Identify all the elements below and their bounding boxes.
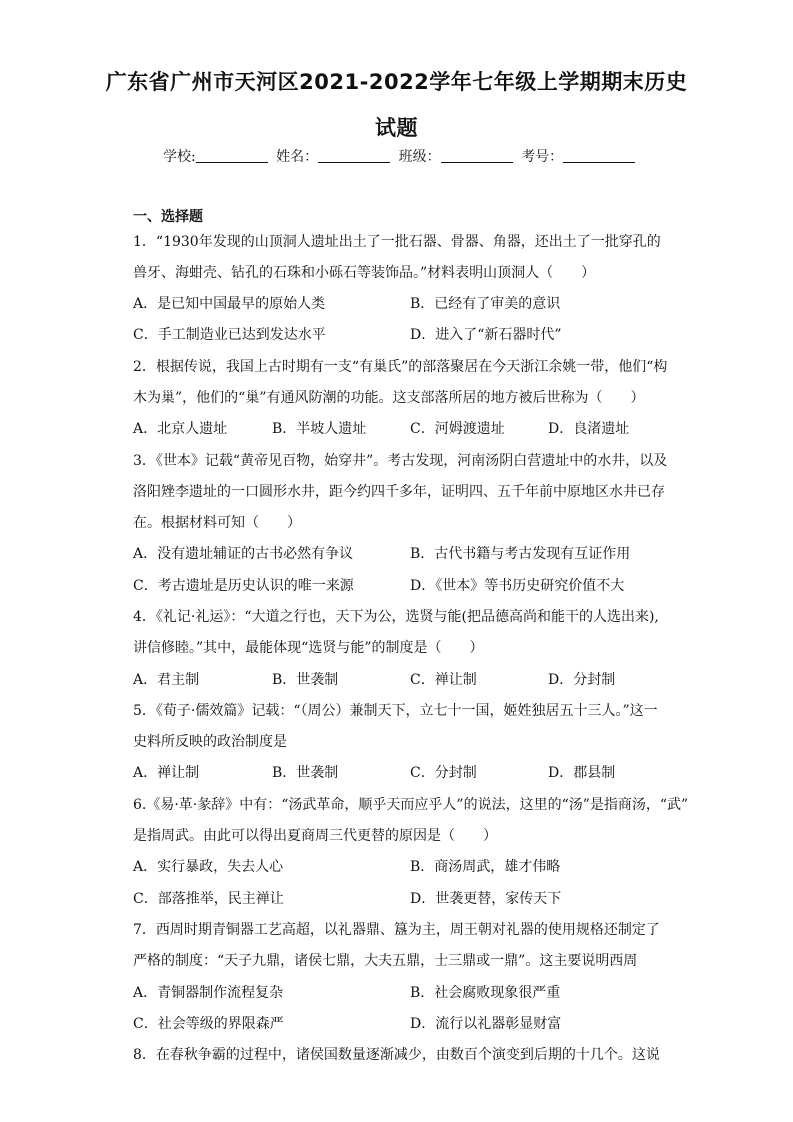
exam-number-blank <box>563 148 635 163</box>
question-7-option-b: B．社会腐败现象很严重 <box>410 985 561 1001</box>
school-label: 学校: <box>163 149 196 165</box>
question-7-option-c: C．社会等级的界限森严 <box>133 1016 284 1032</box>
question-5-option-a: A．禅让制 <box>133 765 200 781</box>
question-3-option-c: C．考古遗址是历史认识的唯一来源 <box>133 578 354 594</box>
question-5-line-1: 5．《荀子·儒效篇》记载：“（周公）兼制天下，立七十一国，姬姓独居五十三人。”这一 <box>133 703 658 719</box>
question-6-option-d: D．世袭更替，家传天下 <box>410 891 562 907</box>
question-6-line-1: 6.《易·革·彖辞》中有：“汤武革命，顺乎天而应乎人”的说法，这里的“汤”是指商汤，“武” <box>133 797 689 813</box>
question-5-line-2: 史料所反映的政治制度是 <box>133 734 287 750</box>
question-4-option-c: C．禅让制 <box>410 672 477 688</box>
question-6-option-a: A．实行暴政，失去人心 <box>133 859 284 875</box>
school-field <box>163 146 268 166</box>
question-1-option-a: A．是已知中国最早的原始人类 <box>133 296 326 312</box>
question-6-line-2: 是指周武。由此可以得出夏商周三代更替的原因是（ ） <box>133 828 497 844</box>
question-4-option-d: D．分封制 <box>548 672 616 688</box>
question-7-line-2: 严格的制度：“天子九鼎，诸侯七鼎，大夫五鼎，士三鼎或一鼎”。这主要说明西周 <box>133 953 638 969</box>
question-2-line-2: 木为巢”，他们的“巢”有通风防潮的功能。这支部落所居的地方被后世称为（ ） <box>133 390 645 406</box>
question-5-option-c: C．分封制 <box>410 765 477 781</box>
question-2-option-c: C．河姆渡遗址 <box>410 421 505 437</box>
question-8-line-1: 8．在春秋争霸的过程中，诸侯国数量逐渐减少，由数百个演变到后期的十几个。这说 <box>133 1047 660 1063</box>
class-field <box>399 146 513 166</box>
question-3-line-2: 洛阳矬李遗址的一口圆形水井，距今约四千多年，证明四、五千年前中原地区水井已存 <box>133 484 665 500</box>
question-3-line-3: 在。根据材料可知（ ） <box>133 515 301 531</box>
question-4-line-1: 4．《礼记·礼运》：“大道之行也，天下为公，选贤与能(把品德高尚和能干的人选出来), <box>133 609 659 625</box>
question-5-option-b: B．世袭制 <box>272 765 339 781</box>
question-6-option-b: B．商汤周武，雄才伟略 <box>410 859 561 875</box>
question-2-option-d: D．良渚遗址 <box>548 421 630 437</box>
question-2-option-b: B．半坡人遗址 <box>272 421 367 437</box>
question-7-option-d: D．流行以礼器彰显财富 <box>410 1016 562 1032</box>
name-field <box>276 146 390 166</box>
class-blank <box>441 148 513 163</box>
question-2-line-1: 2．根据传说，我国上古时期有一支“有巢氏”的部落聚居在今天浙江余姚一带，他们“构 <box>133 359 668 375</box>
school-blank <box>196 148 268 163</box>
page-title-line2: 试题 <box>375 116 418 140</box>
exam-number-label: 考号： <box>521 149 564 165</box>
question-5-option-d: D．郡县制 <box>548 765 616 781</box>
question-2-option-a: A．北京人遗址 <box>133 421 228 437</box>
question-4-line-2: 讲信修睦。”其中，最能体现“选贤与能”的制度是（ ） <box>133 640 484 656</box>
question-3-option-d: D．《世本》等书历史研究价值不大 <box>410 578 625 594</box>
class-label: 班级： <box>398 149 441 165</box>
exam-number-field <box>521 146 635 166</box>
question-7-line-1: 7．西周时期青铜器工艺高超，以礼器鼎、簋为主，周王朝对礼器的使用规格还制定了 <box>133 922 660 938</box>
question-1-option-b: B．已经有了审美的意识 <box>410 296 561 312</box>
section-title: 一、选择题 <box>133 209 203 225</box>
question-3-option-a: A．没有遗址辅证的古书必然有争议 <box>133 546 354 562</box>
name-blank <box>318 148 390 163</box>
question-1-line-1: 1．“1930年发现的山顶洞人遗址出土了一批石器、骨器、角器，还出土了一批穿孔的 <box>133 234 661 250</box>
question-3-option-b: B．古代书籍与考古发现有互证作用 <box>410 546 631 562</box>
page-title-line1: 广东省广州市天河区2021-2022学年七年级上学期期末历史 <box>105 70 688 94</box>
question-1-option-d: D．进入了“新石器时代” <box>410 327 562 343</box>
student-info-row <box>163 146 639 166</box>
question-1-option-c: C．手工制造业已达到发达水平 <box>133 327 326 343</box>
question-4-option-b: B．世袭制 <box>272 672 339 688</box>
question-7-option-a: A．青铜器制作流程复杂 <box>133 985 284 1001</box>
question-4-option-a: A．君主制 <box>133 672 200 688</box>
question-6-option-c: C．部落推举，民主禅让 <box>133 891 284 907</box>
question-3-line-1: 3．《世本》记载“黄帝见百物，始穿井”。考古发现，河南汤阴白营遗址中的水井，以及 <box>133 453 668 469</box>
question-1-line-2: 兽牙、海蚶壳、钻孔的石珠和小砾石等装饰品。”材料表明山顶洞人（ ） <box>133 265 596 281</box>
name-label: 姓名： <box>276 149 319 165</box>
